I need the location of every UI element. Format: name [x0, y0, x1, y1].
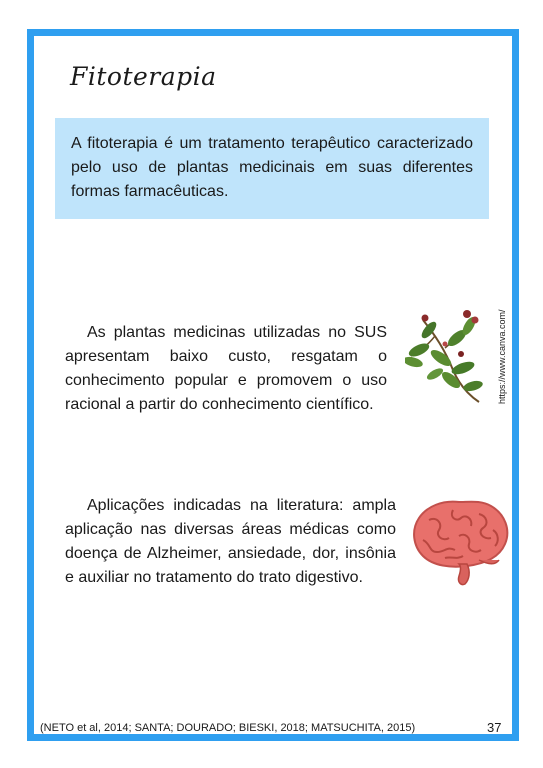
- page-title: Fitoterapia: [70, 62, 217, 91]
- paragraph-applications: Aplicações indicadas na literatura: ampla aplicação nas diversas áreas médicas como doença de Alzheimer, ansiedade, dor, insônia e auxiliar no tratamento do trato digestivo.: [65, 497, 396, 586]
- paragraph-sus: As plantas medicinas utilizadas no SUS apresentam baixo custo, resgatam o conhecimento popular e promovem o uso racional a partir do conhecimento científico.: [65, 324, 387, 413]
- intro-box: [55, 118, 489, 219]
- page-number: 37: [487, 720, 502, 735]
- intro-text: A fitoterapia é um tratamento terapêutico caracterizado pelo uso de plantas medicinais em suas diferentes formas farmacêuticas.: [71, 135, 473, 200]
- plant-icon: [405, 300, 487, 405]
- references: (NETO et al, 2014; SANTA; DOURADO; BIESKI, 2018; MATSUCHITA, 2015): [40, 722, 416, 734]
- image-credit: https://www.canva.com/: [497, 309, 507, 404]
- brain-icon: [409, 496, 510, 588]
